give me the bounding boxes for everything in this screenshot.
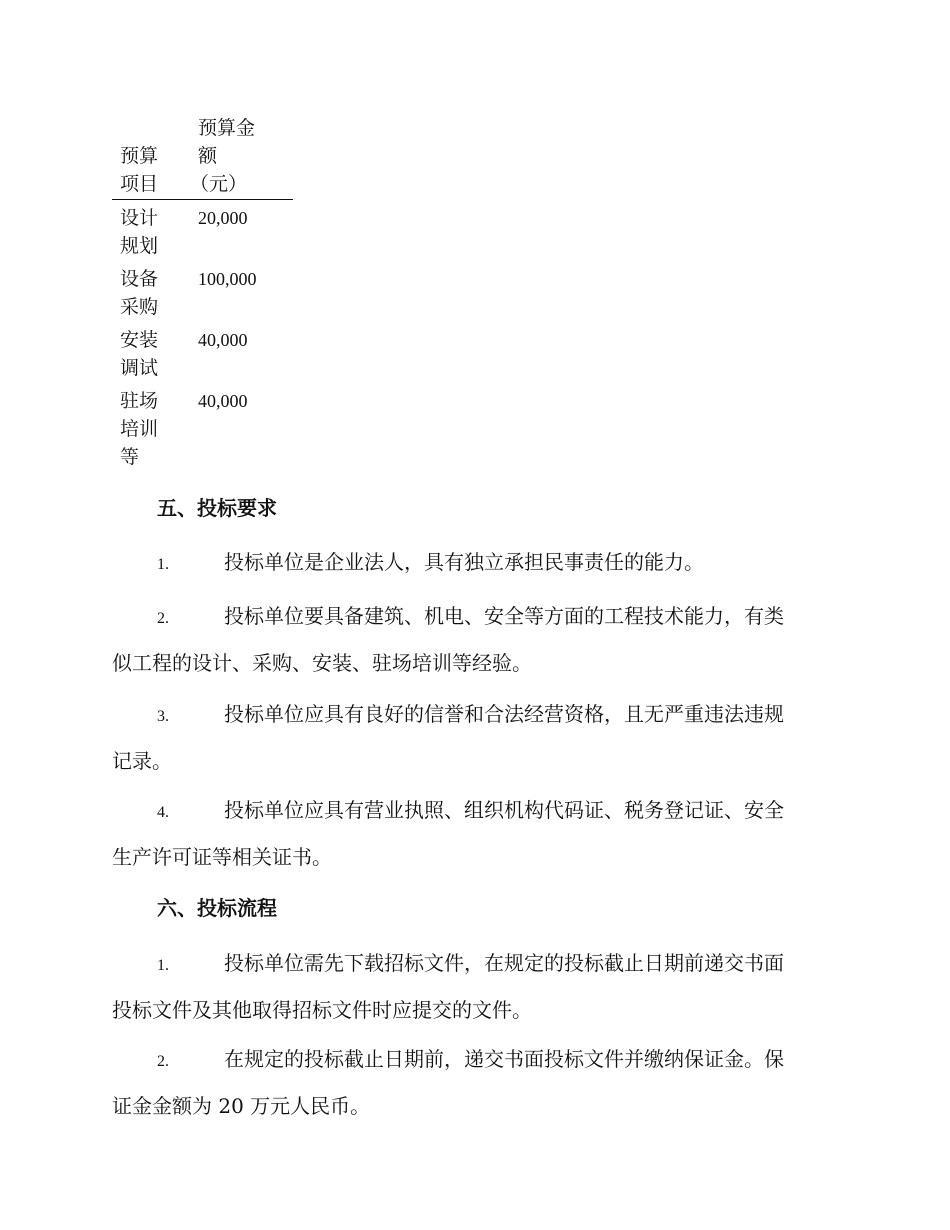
- list-item-text: 投标单位要具备建筑、机电、安全等方面的工程技术能力，有类: [224, 604, 784, 628]
- list-item: [112, 941, 834, 1032]
- list-item-number: 3.: [157, 708, 169, 725]
- list-item: [112, 1037, 834, 1128]
- table-row: [112, 387, 293, 471]
- list-item-number: 2.: [157, 1053, 169, 1070]
- list-item-text: 投标单位需先下载招标文件，在规定的投标截止日期前递交书面: [224, 951, 784, 975]
- budget-table: [112, 114, 293, 471]
- list-item-text: 投标单位应具有营业执照、组织机构代码证、税务登记证、安全: [224, 798, 784, 822]
- budget-amount-cell: 20,000: [198, 208, 248, 228]
- list-item-text: 投标单位应具有良好的信誉和合法经营资格，且无严重违法违规: [224, 702, 784, 726]
- list-item-number: 4.: [157, 804, 169, 821]
- budget-item-cell: 设备 采购: [120, 268, 159, 318]
- list-item: [112, 788, 834, 879]
- list-item-text: 投标单位是企业法人，具有独立承担民事责任的能力。: [224, 550, 704, 574]
- list-item-text-continued: 生产许可证等相关证书。: [112, 845, 332, 869]
- budget-amount-cell: 40,000: [198, 391, 248, 411]
- list-item: [112, 692, 834, 783]
- list-item-text-continued: 证金金额为 20 万元人民币。: [112, 1094, 371, 1118]
- table-row: [112, 265, 293, 321]
- list-item-text: 在规定的投标截止日期前，递交书面投标文件并缴纳保证金。保: [224, 1047, 784, 1071]
- list-item-number: 1.: [157, 957, 169, 974]
- section-heading-bid-requirements: 五、投标要求: [157, 496, 277, 520]
- table-row: [112, 204, 293, 260]
- list-item: [112, 594, 834, 685]
- list-item-number: 2.: [157, 610, 169, 627]
- header-budget-amount: 预算金 额 （元）: [190, 117, 256, 195]
- budget-amount-cell: 40,000: [198, 330, 248, 350]
- list-item-text-continued: 似工程的设计、采购、安装、驻场培训等经验。: [112, 651, 532, 675]
- table-row: [112, 326, 293, 382]
- budget-item-cell: 设计 规划: [120, 207, 159, 257]
- list-item: [112, 540, 834, 587]
- budget-amount-cell: 100,000: [198, 269, 257, 289]
- budget-table-body: [112, 204, 293, 471]
- budget-table-header: [112, 114, 293, 200]
- list-item-number: 1.: [157, 556, 169, 573]
- budget-item-cell: 安装 调试: [120, 329, 159, 379]
- section-heading-bid-process: 六、投标流程: [157, 896, 277, 920]
- header-budget-item: 预算 项目: [120, 145, 159, 195]
- budget-item-cell: 驻场 培训 等: [120, 390, 159, 468]
- list-item-text-continued: 记录。: [112, 749, 172, 773]
- list-item-text-continued: 投标文件及其他取得招标文件时应提交的文件。: [112, 998, 532, 1022]
